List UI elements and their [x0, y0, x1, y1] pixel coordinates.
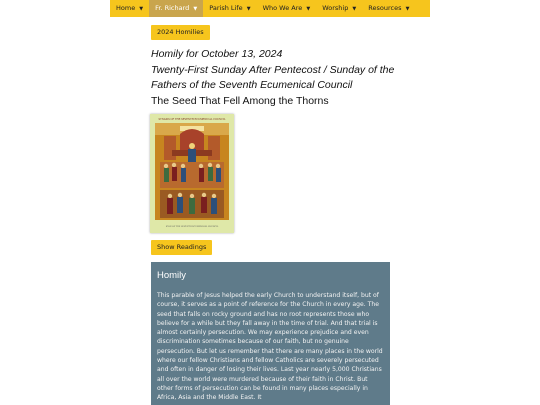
homily-sermon-title: The Seed That Fell Among the Thorns	[151, 94, 329, 107]
nav-fr-richard[interactable]	[149, 0, 203, 17]
chevron-down-icon: ▼	[139, 6, 144, 12]
council-icon-image	[150, 114, 234, 233]
chevron-down-icon: ▼	[246, 6, 251, 12]
nav-home[interactable]	[110, 0, 149, 17]
homily-panel	[151, 262, 390, 405]
nav-worship[interactable]	[316, 0, 362, 17]
icon-caption-text: ICON OF THE SEVENTH ECUMENICAL COUNCIL	[165, 226, 219, 228]
homily-heading: Homily	[157, 270, 187, 281]
homily-title-block	[151, 47, 396, 109]
chevron-down-icon: ▼	[306, 6, 311, 12]
nav-fr-richard-label: Fr. Richard	[155, 4, 190, 12]
nav-who-we-are[interactable]	[257, 0, 317, 17]
icon-header-text: SYNAXIS OF THE SEVENTH ECUMENICAL COUNCIL	[158, 118, 226, 121]
top-navigation	[110, 0, 430, 17]
homily-body-text: This parable of Jesus helped the early Church to understand itself, but of course, it serves as a point of reference for the Church in every age. The seed that falls on rocky ground and has no root represents those who believe for a while but they fall away in the time of trial. And that trial is almost certainly persecution. We may experience prejudice and even discrimination sometimes because of our faith, but no genuine persecution. But let us remember that there are many places in the world where our fellow Christians and fellow Catholics are severely persecuted and often in danger of losing their lives. Last year nearly 5,000 Christians all over the world were murdered because of their faith in Christ. But other forms of persecution can be found in many places especially in Africa, Asia and the Middle East. It	[157, 292, 383, 402]
nav-parish-life[interactable]	[203, 0, 256, 17]
homilies-2024-button[interactable]: 2024 Homilies	[151, 25, 210, 40]
nav-worship-label: Worship	[322, 4, 349, 12]
nav-who-we-are-label: Who We Are	[262, 4, 303, 12]
homily-feast-title: Twenty-First Sunday After Pentecost / Sunday of the Fathers of the Seventh Ecumenical Council	[151, 63, 395, 91]
chevron-down-icon: ▼	[352, 6, 357, 12]
chevron-down-icon: ▼	[405, 6, 410, 12]
nav-home-label: Home	[116, 4, 136, 12]
show-readings-button[interactable]: Show Readings	[151, 240, 212, 255]
nav-parish-life-label: Parish Life	[209, 4, 243, 12]
chevron-down-icon: ▼	[193, 6, 198, 12]
nav-resources-label: Resources	[368, 4, 402, 12]
homily-date-title: Homily for October 13, 2024	[151, 48, 283, 60]
nav-resources[interactable]	[362, 0, 415, 17]
